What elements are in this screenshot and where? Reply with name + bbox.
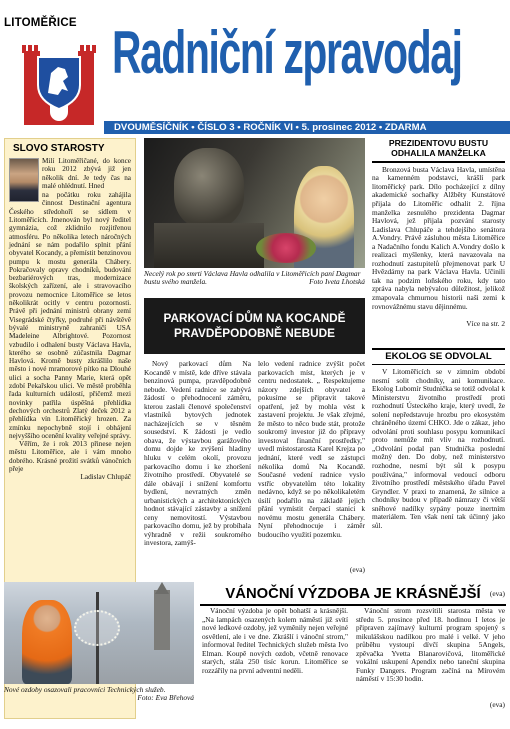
vanoce-sign: (eva) (489, 700, 505, 709)
church-tower (154, 590, 170, 650)
photo1-caption (144, 270, 365, 287)
photo2-caption (4, 686, 194, 703)
masthead-title: Radniční zpravodaj (112, 19, 462, 86)
mayor-photo (9, 158, 39, 202)
slovo-heading: SLOVO STAROSTY (13, 143, 105, 154)
ekolog-heading: EKOLOG SE ODVOLAL (385, 351, 492, 362)
issue-meta-bar: DVOUMĚSÍČNÍK • ČÍSLO 3 • ROČNÍK VI • 5. prosinec 2012 • ZDARMA (104, 121, 510, 134)
vanoce-col2-wrap (356, 607, 505, 710)
kocanda-sign: (eva) (349, 565, 365, 574)
coat-of-arms-icon (18, 33, 100, 133)
kocanda-col1: Nový parkovací dům Na Kocandě v místě, kde dříve stávala benzinová pumpa, pravděpodobně nebude. Vedení radnice se zabývá žádostí o přehodnocení záměru, kterou zaslali členové společenství vlastníků bytových jednotek nacházejících se v těsném sousedství. K žádosti je vedlo obava, že výstavbou garážového domu dojde ke zvýšení hladiny hluku v celém okolí, provozu parkovacího domu i ke zhoršení životního prostředí. Obyvatelé se dále obávají i snížení komfortu bydlení, nevratných změn urbanistických a architektonických hodnot stávající zástavby a snížení ceny nemovitostí. Výstavbou parkovacího domu, jež by probíhala výhradně v režii soukromého investora, zamýš- (144, 360, 251, 548)
busta-more: Více na str. 2 (466, 318, 505, 328)
kocanda-col2-wrap (258, 360, 365, 575)
ekolog-sign: (eva) (489, 589, 505, 598)
flowers (256, 233, 316, 263)
bust-shape (174, 148, 244, 228)
slovo-wish: Věřím, že i rok 2013 přinese nejen městu Litoměřice, ale i vám mnoho dobrého. Krásné prožití svátků vánočních přeje (9, 440, 131, 473)
kocanda-heading: PARKOVACÍ DŮM NA KOCANDĚ PRAVDĚPODOBNĚ NEBUDE (163, 311, 346, 340)
slovo-lead: Milí Litoměřičané, do konce roku 2012 zbývá již jen několik dní. Je tedy čas na malé ohlédnutí. Hned (42, 157, 131, 190)
kocanda-heading-bar (144, 298, 365, 354)
busta-rule (372, 161, 505, 163)
vanoce-heading: VÁNOČNÍ VÝZDOBA JE KRÁSNĚJŠÍ (225, 586, 481, 602)
worker-figure (22, 600, 72, 684)
slovo-body: na počátku roku zahájila činnost Destinační agentura Českého středohoří se sídlem v Litoměřicích. Jmenován byl nový ředitel gymnázia, což zklidnilo rozjitřenou atmosféru. Po několika letech náročných jednání se nám podařilo splnit přání obyvatel Kocandy, a přemístit benzinovou pumpu k mostu generála Chábery. Pokračovaly opravy chodníků, budování bezbariérových tras, modernizace školských zařízení, ale i stravovacího provozu nemocnice Litoměřice se letos několikrát ocitly v centru pozornosti. Právě při jednání ministrů obrany zemí Visegrádské čtyřky, podruhé při návštěvě bývalé ministryně zahraničí USA Madeleine Albrightové. Pozornost vzbudilo i odhalení busty Václava Havla, kterého se osobně zúčastnila Dagmar Havlová. Kromě busty zkrášlilo naše město i nové mramorové pítko na Dlouhé ulici a socha Panny Marie, která opět zdobí Pekařskou ulici. Ve městě proběhla řada kulturních událostí, přičemž mezi novinky patřila úspěšná přehlídka dechových orchestrů Zlatý deček 2012 a přehlídka vín Litoměřický hrozen. Za zmínku nepochybně stojí i obhájení nejvyššího ocenění kvality veřejné správy. (9, 191, 131, 440)
ekolog-article (372, 348, 505, 599)
photo1-credit: Foto Iveta Lhotská (309, 277, 365, 287)
vanoce-col2: Vánoční strom rozsvítili starosta města ve středu 5. prosince před 18. hodinou I letos je připraven zajímavý kulturní program spojený s mikulášskou nadílkou pro malé i velké. V jeho průběhu vystoupí dívčí skupina 5Angels, zpěvačka Yvetta Blanarovičová, litoměřické vokální uskupení Apendix nebo taneční skupina Funky Dangers. Program začíná na Mírovém náměstí v 15:30 hodin. (356, 607, 505, 684)
photo2-credit: Foto: Eva Břehová (137, 693, 194, 703)
church-spire (155, 582, 169, 594)
havel-bust-photo (144, 138, 365, 268)
busta-article (372, 138, 505, 328)
ekolog-rule-bottom (372, 364, 505, 365)
busta-heading: PREZIDENTOVU BUSTU ODHALILA MANŽELKA (388, 138, 489, 159)
vanoce-col1: Vánoční výzdoba je opět bohatší a krásnější. „Na lampách osazených kolem náměstí již svítí nové ledkové ozdoby, jež vyměnily nejen veřejné osvětlení, ale i ve dne. Zkrášlí i vánoční strom," informoval ředitel Technických služeb města Ivo Elman. Koupě nových ozdob, včetně renovace starých, stála 250 tisíc korun. Litoměřice se rozzářily na první adventní neděli. (202, 607, 348, 675)
christmas-decoration-photo (4, 582, 194, 684)
photo2-caption-text: Nové ozdoby osazovali pracovníci Technických služeb. (4, 685, 166, 694)
ekolog-body: V Litoměřicích se v zimním období nesmí solit chodníky, ani komunikace. Ekolog Lubomír Studnička se totiž odvolal k Ministerstvu životního prostředí proti rozhodnutí Ústeckého kraje, který uvedl, že solení nepředstavuje hrozbu pro ekosystém chráněného území CHKO. Jde o zákaz, jeho odvolání proti souhlasu posypu komunikací proto nemůže mít vliv na rozhodnutí. „Odvolání podal pan Studnička poslední možný den. Do doby, než ministerstvo rozhodne, nesmí být sůl k posypu používána," informoval vedoucí odboru životního prostředí městského úřadu Pavel Gryndler. V praxi to znamená, že silnice a chodníky budou v případě námrazy či větší sněhové nadílky sypány pouze inertním materiálem. Ten však není tak účinný jako sůl. (372, 368, 505, 530)
town-name: LITOMĚŘICE (4, 17, 77, 29)
busta-body: Bronzová busta Václava Havla, umístěna na kamenném podstavci, krášlí park litoměřický park. Dílo pocházející z dílny akademické sochařky Alžběty Kunstátové přijala do Litoměřic odhalit 2. října manželka zesnulého prezidenta Dagmar Havlová, jež přijala pozvání starosty Ladislava Chlupáče a tehdejšího senátora A.Vondry. Právě zásluhou města Litoměřice a Nadačního fondu Kalich A.Vondry došlo k realizaci myšlenky, která navazovala na rozhodnutí zastupitelů přejmenovat park U Hvězdárny na park Václava Havla. Učinili tak na podzim loňského roku, kdy tato zpráva nabyla nebývalou důležitost, jelikož zmapovala chmurnou historii naši zemi k rovnovážnému stavu dějinnému. (372, 165, 505, 311)
photo1-caption-text: Necelý rok po smrti Václava Havla odhalila v Litoměřicích paní Dagmar bustu svého manžela. (144, 269, 361, 287)
slovo-signature: Ladislav Chlupáč (80, 473, 131, 482)
ornament-lights (74, 610, 120, 646)
vanoce-rule (200, 604, 506, 606)
bust-pedestal (154, 223, 264, 268)
kocanda-col2: lelo vedení radnice zvýšit počet parkovacích míst, kterých je v centru nedostatek. „ Respektujeme názory zdejších obyvatel a pokusíme se připravit takové opatření, jež by mohla vést k zastavení projektu. Je však zřejmé, že město to něco bude stát, protože soukromý investor již do přípravy investoval finanční prostředky," uvedl místostarosta Karel Krejza po jednání, které vedl se zástupci nékolika domů Na Kocandě. Současné vedení radnice vyslo vstříc obyvatelům této lokality nedávno, když se po několikaletém úsilí podařilo na základě jejich přání vymístit čerpací stanici k novému mostu generála Chábery. Nyní přehodnocuje i záměr budoucího využití pozemku. (258, 360, 365, 539)
